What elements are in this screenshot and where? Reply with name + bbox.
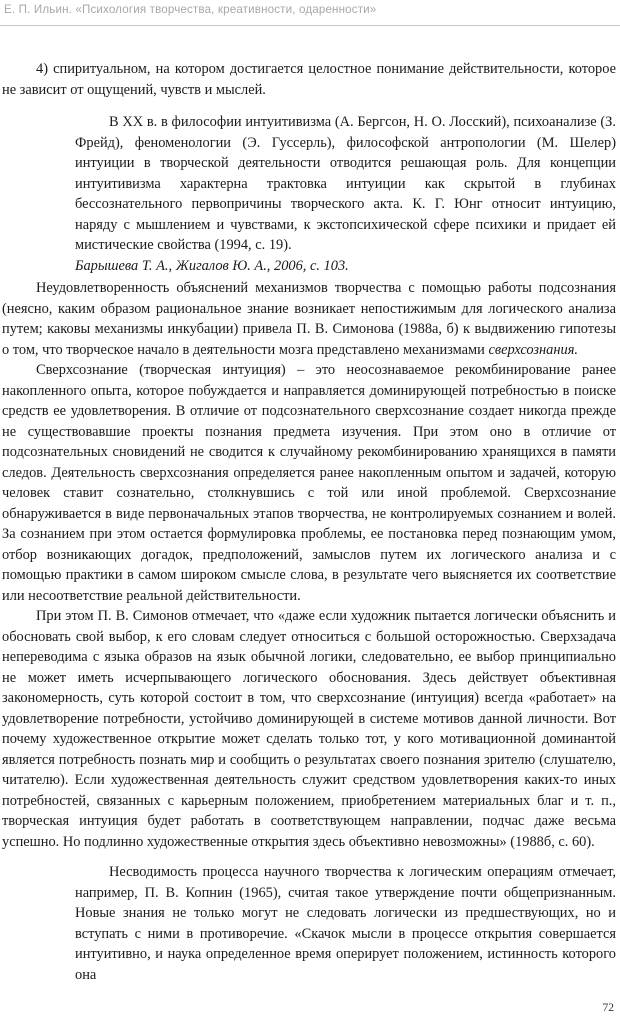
term-superconsciousness: сверхсознания. xyxy=(488,341,578,358)
paragraph-simonov-artist: При этом П. В. Симонов отмечает, что «даже если художник пытается логически объяснить и обосновать свой выбор, к его словам следует относиться с большой осторожностью. Сверхзадача непереводима с языка образов на язык обычной логики, следовательно, ее выбор принципиально не может иметь исчерпывающего логического обоснования. Здесь действует объективная закономерность, суть которой состоит в том, что сверхсознание (интуиция) всегда «работает» на удовлетворение потребности, устойчиво доминирующей в системе мотивов данной личности. Вот почему художественное открытие может сделать только тот, у кого мотивационной доминантой является потребность познать мир и сообщить о результатах своего познания зрителю (слушателю, читателю). Если художественная деятельность служит средством удовлетворения каких-то иных потребностей, связанных с карьерным положением, приобретением материальных благ и т. п., творческая интуиция будет работать в соответствующем направлении, подчас даже весьма успешно. Но подлинно художественные открытия здесь объективно невозможны» (1988б, с. 60). xyxy=(2,608,616,850)
page-number: 72 xyxy=(602,1002,614,1014)
header-divider xyxy=(0,25,620,26)
running-header: Е. П. Ильин. «Психология творчества, креативности, одаренности» xyxy=(4,3,377,16)
paragraph-superconsciousness-definition: Сверхсознание (творческая интуиция) – это неосознаваемое рекомбинирование ранее накопленного опыта, которое побуждается и направляется доминирующей потребностью в поиске средств ее удовлетворения. В отличие от подсознательного сверхсознание создает никогда прежде не существовавшие проекты познания предмета изучения. При этом оно в отличие от подсознательных сновидений не сводится к случайному рекомбинированию хранящихся в памяти следов. Деятельность сверхсознания определяется ранее накопленным опытом и задачей, которую человек ставит сознательно, столкнувшись с той или иной проблемой. Сверхсознание обнаруживается в виде первоначальных этапов творчества, не контролируемых сознанием и волей. За сознанием при этом остается формулировка проблемы, ее постановка перед познающим умом, отбор возникающих догадок, предположений, замыслов путем их логического анализа и с помощью практики в самом широком смысле слова, в результате чего выясняется их соответствие или несоответствие реальной действительности. xyxy=(2,362,616,604)
block-quote-citation: Барышева Т. А., Жигалов Ю. А., 2006, с. 103. xyxy=(75,257,349,274)
block-quote-intuitivism: В XX в. в философии интуитивизма (А. Бергсон, Н. О. Лосский), психоанализе (З. Фрейд), феноменологии (Э. Гуссерль), философской антропологии (М. Шелер) интуиции в творческой деятельности отводится решающая роль. Для концепции интуитивизма характерна трактовка интуиции как скрытой в глубинах бессознательного первопричины творческого акта. К. Г. Юнг относит интуицию, наряду с мышлением и чувствами, к экстопсихической сфере психики и придает ей мистические свойства (1994, с. 19). xyxy=(75,114,616,253)
page-body xyxy=(2,59,616,985)
paragraph-simonov-hypothesis xyxy=(2,278,616,360)
paragraph-simonov-text: Неудовлетворенность объяснений механизмов творчества с помощью работы подсознания (неясно, каким образом рациональное знание возникает непостижимым для логического анализа путем; каковы механизмы инкубации) привела П. В. Симонова (1988а, б) к выдвижению гипотезы о том, что творческое начало в деятельности мозга представлено механизмами xyxy=(2,280,616,358)
block-quote-kopnin: Несводимость процесса научного творчества к логическим операциям отмечает, например, П. В. Копнин (1965), считая такое утверждение почти общепризнанным. Новые знания не только могут не следовать логически из предшествующих, но и вступать с ними в противоречие. «Скачок мысли в процессе открытия совершается интуитивно, и наука определенное время оперирует положением, истинность которого она xyxy=(75,864,616,983)
paragraph-spiritual-level: 4) спиритуальном, на котором достигается целостное понимание действительности, которое не зависит от ощущений, чувств и мыслей. xyxy=(2,61,616,98)
